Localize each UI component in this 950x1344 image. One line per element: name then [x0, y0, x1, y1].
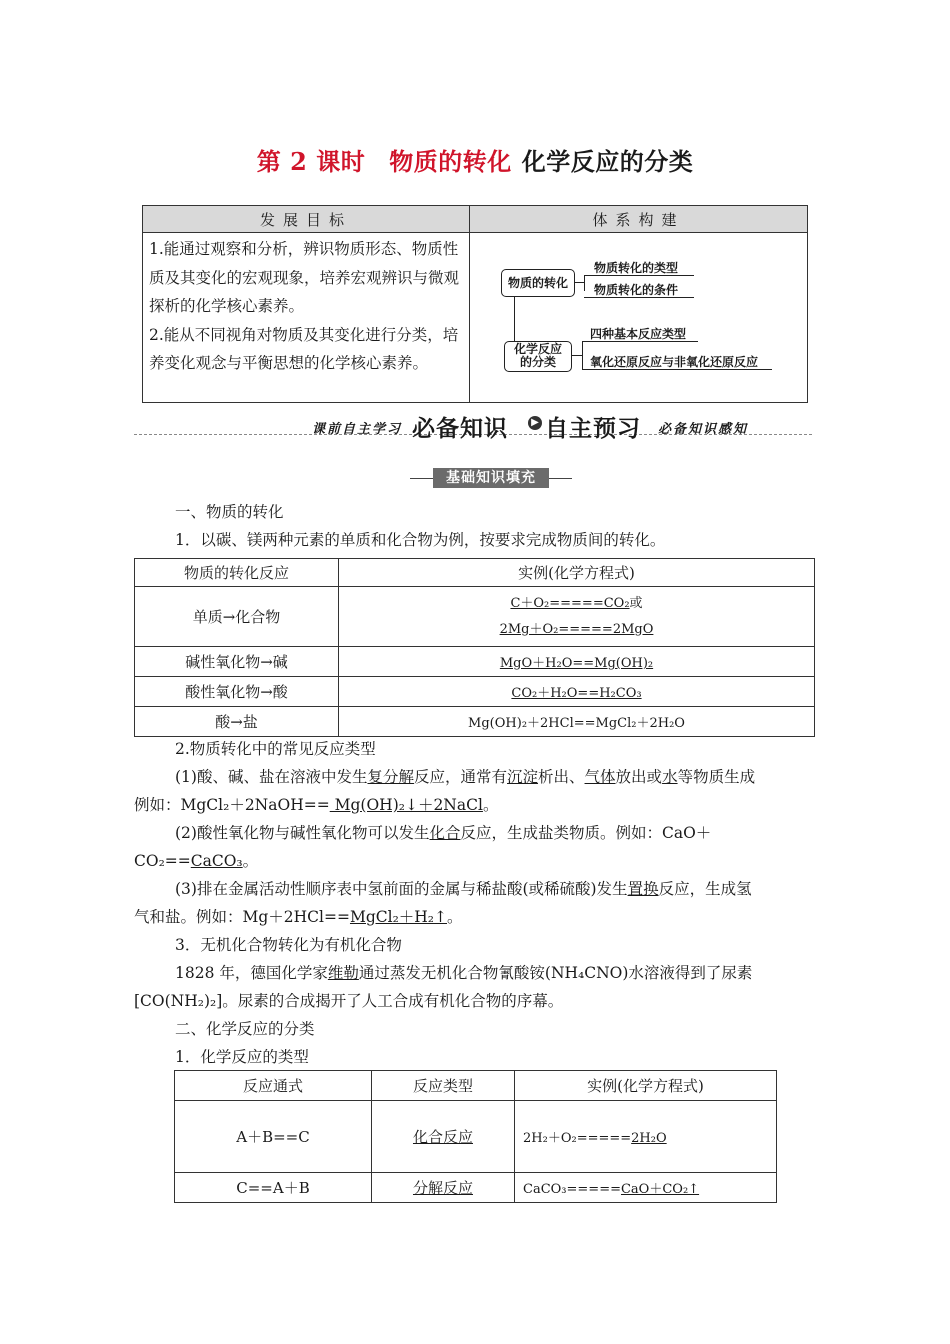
goal-1: 1.能通过观察和分析，辨识物质形态、物质性质及其变化的宏观现象，培养宏观辨识与微观探析的化学核心素养。: [149, 240, 460, 315]
reaction-type-table: [174, 1070, 777, 1203]
s1-para3-line2: 气和盐。例如：Mg＋2HCl==MgCl₂＋H₂↑。: [134, 908, 463, 926]
table-cell: C＋O₂=====CO₂或 2Mg＋O₂=====2MgO: [339, 587, 815, 647]
table-header: 物质的转化反应: [135, 559, 339, 587]
table-cell: Mg(OH)₂＋2HCl==MgCl₂＋2H₂O: [339, 707, 815, 737]
s1-item2: 2.物质转化中的常见反应类型: [175, 740, 376, 758]
table-cell: 分解反应: [372, 1173, 515, 1203]
title-lesson: 第 2 课时: [256, 147, 366, 176]
banner-main-1: 必备知识: [412, 416, 508, 442]
s1-para2: (2)酸性氧化物与碱性氧化物可以发生化合反应，生成盐类物质。例如：CaO＋: [175, 824, 712, 842]
system-header: 体系构建: [470, 206, 808, 233]
s1-para4-line2: [CO(NH₂)₂]。尿素的合成揭开了人工合成有机化合物的序幕。: [134, 992, 564, 1010]
page-title: [0, 142, 950, 177]
connector: [582, 341, 583, 369]
table-header: 实例(化学方程式): [515, 1071, 777, 1101]
connector: [574, 282, 584, 283]
concept-leaf-conditions: 物质转化的条件: [594, 283, 679, 297]
table-cell: 化合反应: [372, 1101, 515, 1173]
table-cell: 酸性氧化物→酸: [135, 677, 339, 707]
section-badge-label: 基础知识填充: [433, 468, 549, 488]
concept-box-transformation: 物质的转化: [501, 269, 575, 297]
concept-leaf-types: 物质转化的类型: [594, 261, 679, 275]
concept-box-classification: 化学反应 的分类: [504, 341, 572, 372]
system-diagram-cell: [470, 233, 808, 403]
s1-para2-line2: CO₂==CaCO₃。: [134, 852, 259, 870]
table-cell: 酸→盐: [135, 707, 339, 737]
banner-right: 必备知识感知: [658, 422, 749, 437]
table-cell: 碱性氧化物→碱: [135, 647, 339, 677]
connector: [572, 355, 582, 356]
concept-map: [470, 235, 807, 400]
s1-para3: (3)排在金属活动性顺序表中氢前面的金属与稀盐酸(或稀硫酸)发生置换反应，生成氢: [175, 880, 752, 898]
table-header: 反应通式: [175, 1071, 372, 1101]
table-cell: 2H₂＋O₂=====2H₂O: [515, 1101, 777, 1173]
s1-item1: 1．以碳、镁两种元素的单质和化合物为例，按要求完成物质间的转化。: [175, 531, 666, 549]
table-cell: C==A＋B: [175, 1173, 372, 1203]
table-cell: 单质→化合物: [135, 587, 339, 647]
s1-para4: 1828 年，德国化学家维勒通过蒸发无机化合物氰酸铵(NH₄CNO)水溶液得到了尿素: [175, 964, 753, 982]
heading-s1: 一、物质的转化: [175, 503, 284, 521]
goals-table: [142, 205, 808, 403]
heading-s2: 二、化学反应的分类: [175, 1020, 315, 1038]
goals-header: 发展目标: [143, 206, 470, 233]
arrow-right-icon: ▶: [528, 416, 542, 430]
table-cell: CO₂＋H₂O==H₂CO₃: [339, 677, 815, 707]
connector: [514, 296, 515, 342]
goal-2: 2.能从不同视角对物质及其变化进行分类，培养变化观念与平衡思想的化学核心素养。: [149, 325, 459, 372]
title-topic: 物质的转化: [389, 147, 512, 176]
section-banner: [0, 412, 950, 442]
table-cell: A＋B==C: [175, 1101, 372, 1173]
table-header: 实例(化学方程式): [339, 559, 815, 587]
s1-para1: (1)酸、碱、盐在溶液中发生复分解反应，通常有沉淀析出、气体放出或水等物质生成: [175, 768, 756, 786]
s1-para1-line2: 例如：MgCl₂＋2NaOH== Mg(OH)₂↓＋2NaCl。: [134, 796, 499, 814]
concept-leaf-basic-types: 四种基本反应类型: [590, 327, 687, 341]
goals-cell: [143, 233, 470, 403]
s2-item1: 1．化学反应的类型: [175, 1048, 309, 1066]
concept-leaf-redox: 氧化还原反应与非氧化还原反应: [590, 355, 759, 369]
table-cell: CaCO₃=====CaO＋CO₂↑: [515, 1173, 777, 1203]
title-subtopic: 化学反应的分类: [521, 147, 694, 176]
table-cell: MgO＋H₂O==Mg(OH)₂: [339, 647, 815, 677]
banner-main-2: 自主预习: [545, 416, 641, 442]
table-header: 反应类型: [372, 1071, 515, 1101]
connector: [584, 275, 585, 291]
s1-item3: 3．无机化合物转化为有机化合物: [175, 936, 402, 954]
section-badge: [410, 468, 572, 488]
banner-left: 课前自主学习: [312, 422, 403, 437]
transformation-table: [134, 558, 815, 737]
